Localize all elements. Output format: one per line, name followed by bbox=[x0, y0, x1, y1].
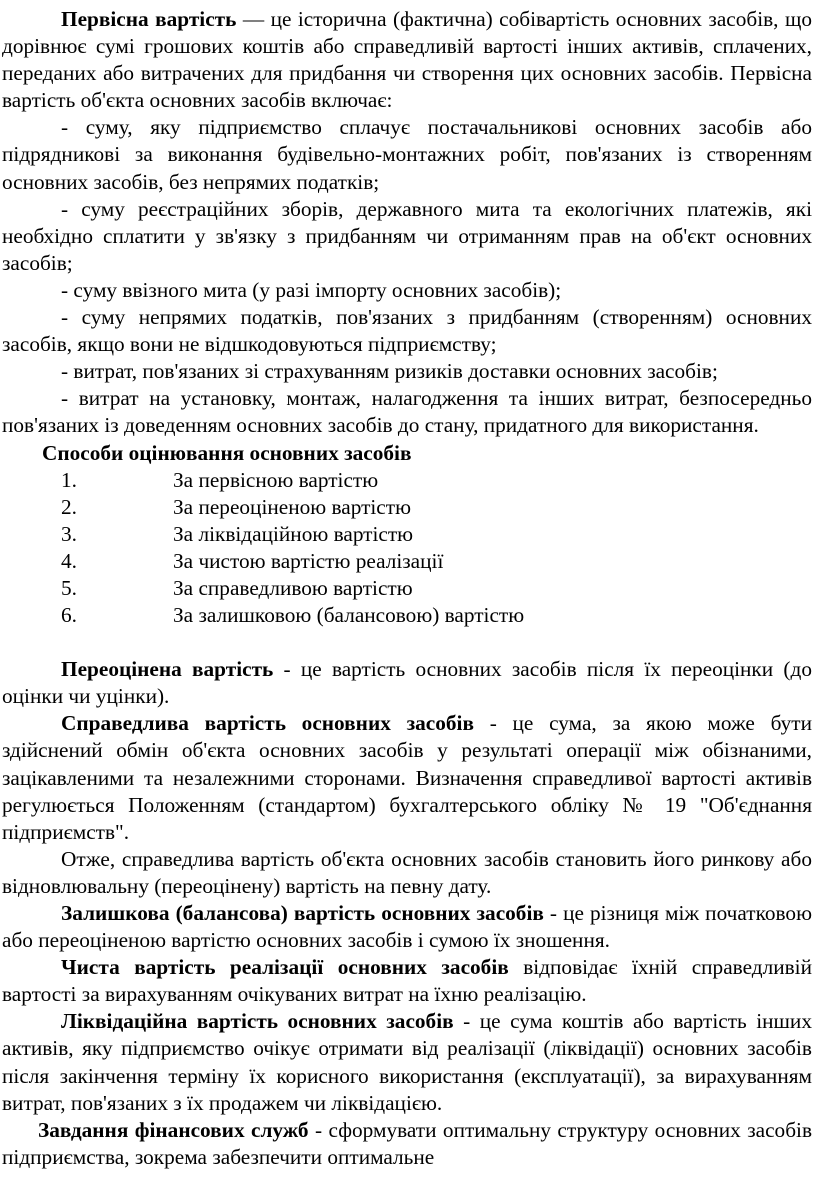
methods-item-text: За справедливою вартістю bbox=[173, 575, 413, 600]
methods-list-item bbox=[2, 521, 812, 548]
methods-item-text: За переоціненою вартістю bbox=[173, 494, 411, 519]
paragraph-revalued-cost bbox=[2, 656, 812, 710]
paragraph-net-realizable-value bbox=[2, 954, 812, 1008]
paragraph-initial-cost bbox=[2, 6, 812, 114]
term-initial-cost: Первісна вартість bbox=[61, 7, 237, 31]
methods-list bbox=[2, 467, 812, 630]
list-item: - суму непрямих податків, пов'язаних з придбанням (створенням) основних засобів, якщо вони не відшкодовуються підприємству; bbox=[2, 305, 812, 357]
paragraph-net-realizable-value-text: відповідає їхній справедливій вартості за вирахуванням очікуваних витрат на їхню реалізацію. bbox=[2, 955, 812, 1007]
list-item: - витрат, пов'язаних зі страхуванням ризиків доставки основних засобів; bbox=[61, 359, 718, 384]
list-item: - витрат на установку, монтаж, налагодження та інших витрат, безпосередньо пов'язаних із доведенням основних засобів до стану, придатного для використання. bbox=[2, 386, 812, 438]
methods-item-text: За залишковою (балансовою) вартістю bbox=[173, 603, 525, 628]
methods-heading: Способи оцінювання основних засобів bbox=[42, 440, 412, 465]
methods-item-number: 3. bbox=[61, 521, 77, 546]
paragraph-fair-value-conclusion bbox=[2, 846, 812, 900]
methods-item-text: За ліквідаційною вартістю bbox=[173, 521, 414, 546]
paragraph-initial-cost-text: — це історична (фактична) собівартість основних засобів, що дорівнює сумі грошових коштів або справедливій вартості інших активів, сплачених, переданих або витрачених для придбання чи створення цих основних засобів. Первісна вартість об'єкта основних засобів включає: bbox=[2, 7, 812, 113]
paragraph-finance-tasks-text: - сформувати оптимальну структуру основних засобів підприємства, зокрема забезпечити оптимальне bbox=[2, 1117, 812, 1169]
methods-item-number: 1. bbox=[61, 467, 77, 492]
methods-list-item bbox=[2, 602, 812, 629]
paragraph-finance-tasks bbox=[2, 1117, 812, 1171]
list-item: - суму, яку підприємство сплачує постачальникові основних засобів або підрядникові за виконання будівельно-монтажних робіт, пов'язаних із створенням основних засобів, без непрямих податків; bbox=[2, 115, 812, 194]
paragraph-fair-value-text: - це сума, за якою може бути здійснений обмін об'єкта основних засобів у результаті операції між обізнаними, зацікавленими та незалежними сторонами. Визначення справедливої вартості активів регулюється Положенням (стандартом) бухгалтерського обліку № 19 "Об'єднання підприємств". bbox=[2, 711, 812, 844]
methods-list-item bbox=[2, 467, 812, 494]
methods-item-number: 4. bbox=[61, 548, 77, 573]
term-liquidation-value: Ліквідаційна вартість основних засобів bbox=[61, 1009, 454, 1034]
term-fair-value: Справедлива вартість основних засобів bbox=[61, 711, 474, 736]
term-revalued-cost: Переоцінена вартість bbox=[61, 657, 274, 682]
list-item: - суму ввізного мита (у разі імпорту основних засобів); bbox=[61, 277, 562, 302]
methods-list-item bbox=[2, 575, 812, 602]
spacer bbox=[2, 629, 812, 656]
methods-list-item bbox=[2, 494, 812, 521]
list-item: - суму реєстраційних зборів, державного мита та екологічних платежів, які необхідно сплатити у зв'язку з придбанням чи отриманням прав на об'єкт основних засобів; bbox=[2, 196, 812, 275]
paragraph-revalued-cost-text: - це вартість основних засобів після їх переоцінки (до оцінки чи уцінки). bbox=[2, 657, 812, 709]
paragraph-liquidation-value bbox=[2, 1008, 812, 1116]
methods-list-item bbox=[2, 548, 812, 575]
term-residual-value: Залишкова (балансова) вартість основних засобів bbox=[61, 901, 544, 925]
methods-item-number: 2. bbox=[61, 494, 77, 519]
methods-item-number: 5. bbox=[61, 575, 77, 600]
methods-item-number: 6. bbox=[61, 603, 77, 628]
paragraph-fair-value-conclusion-text: Отже, справедлива вартість об'єкта основних засобів становить його ринкову або відновлювальну (переоцінену) вартість на певну дату. bbox=[2, 846, 812, 898]
paragraph-residual-value bbox=[2, 900, 812, 954]
methods-item-text: За первісною вартістю bbox=[173, 467, 379, 492]
methods-item-text: За чистою вартістю реалізації bbox=[173, 548, 444, 573]
paragraph-liquidation-value-text: - це сума коштів або вартість інших активів, яку підприємство очікує отримати від реалізації (ліквідації) основних засобів після закінчення терміну їх корисного використання (експлуатації), за вирахуванням витрат, пов'язаних з їх продажем чи ліквідацією. bbox=[2, 1009, 812, 1115]
term-net-realizable-value: Чиста вартість реалізації основних засобів bbox=[61, 955, 509, 980]
paragraph-fair-value bbox=[2, 710, 812, 845]
term-finance-tasks: Завдання фінансових служб bbox=[38, 1117, 309, 1142]
paragraph-residual-value-text: - це різниця між початковою або переоціненою вартістю основних засобів і сумою їх зношення. bbox=[2, 901, 812, 953]
